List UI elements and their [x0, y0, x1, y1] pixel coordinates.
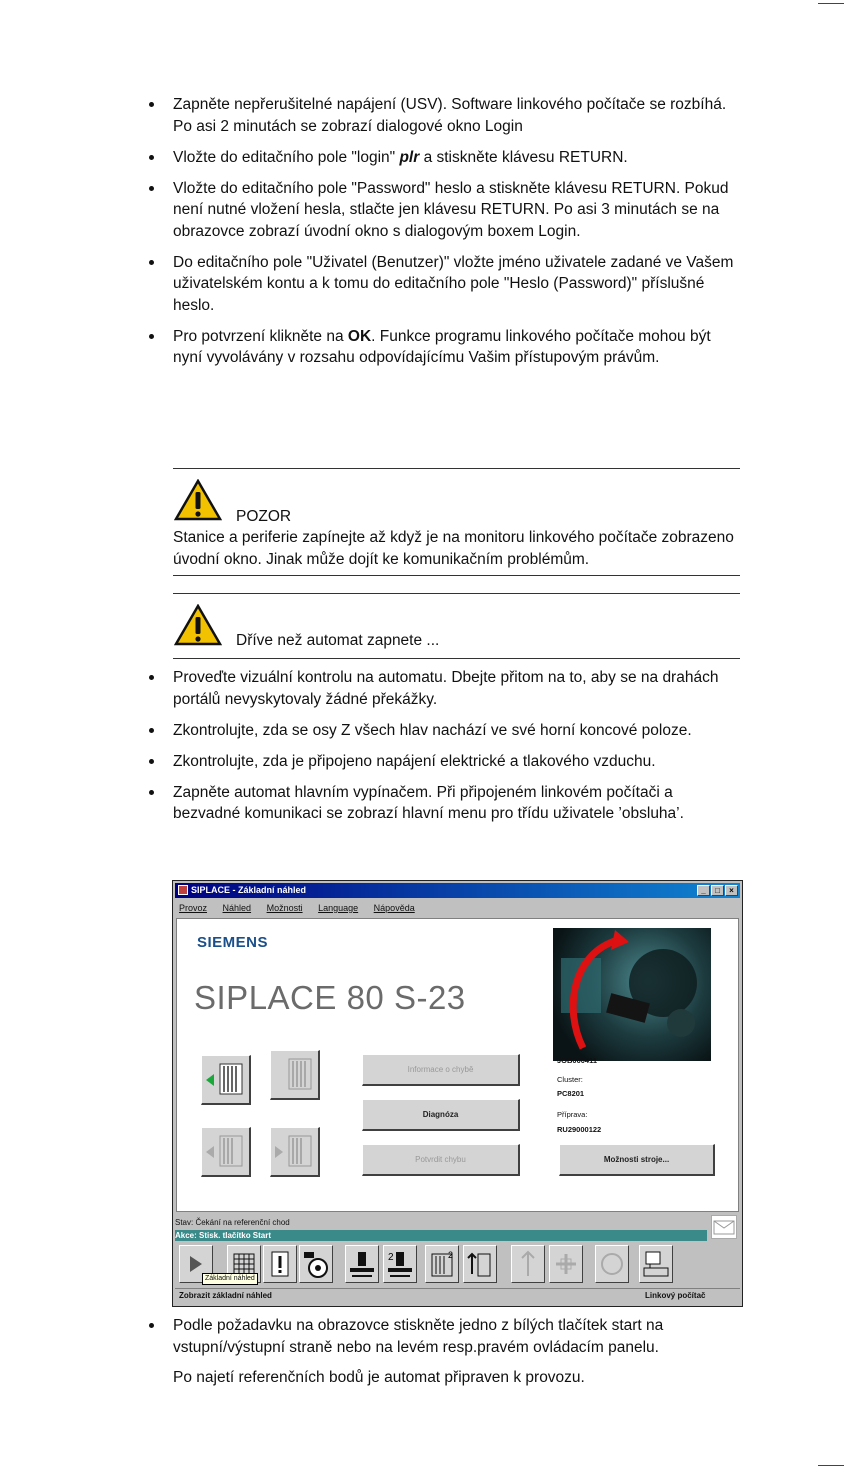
nozzle-icon [426, 1246, 458, 1282]
window-titlebar [175, 883, 740, 898]
error-info-button[interactable]: Informace o chybě [362, 1054, 520, 1086]
disabled-circle-icon [596, 1246, 628, 1282]
page-corner-mark-top [818, 3, 844, 4]
action-line: Akce: Stisk. tlačítko Start [175, 1230, 707, 1241]
bullet-list-bottom [0, 1315, 844, 1368]
warning-rule-top [173, 468, 740, 469]
head-2-tool[interactable] [383, 1245, 417, 1283]
minimize-icon[interactable]: _ [697, 885, 710, 896]
siplace-window-screenshot [172, 880, 743, 1307]
conveyor-icon [202, 1128, 248, 1174]
list-item [0, 94, 743, 137]
computer-icon [640, 1246, 672, 1282]
main-view [176, 918, 739, 1212]
bullet-emphasis: plr [399, 148, 420, 166]
warning2-title: Dříve než automat zapnete ... [236, 632, 440, 649]
bottom-status-left: Zobrazit základní náhled [179, 1291, 272, 1300]
diagnosis-button[interactable]: Diagnóza [362, 1099, 520, 1131]
conveyor-icon [202, 1056, 248, 1102]
warning2-rule-top [173, 593, 740, 594]
list-item [0, 720, 743, 742]
bullet-text: Vložte do editačního pole "Password" heslo a stiskněte klávesu RETURN. Pokud není nutné vložení hesla, stlačte jen klávesu RETURN. Po asi 3 minutách se na obrazovce zobrazí úvodní okno s dialogovým boxem Login. [173, 179, 729, 240]
machine-photo [553, 928, 711, 1061]
menu-language[interactable]: Language [318, 903, 359, 913]
machine-photo-art [553, 928, 711, 1061]
warning-rule-bottom [173, 575, 740, 576]
right-panel-button[interactable] [270, 1127, 320, 1177]
priprava-value: RU29000122 [557, 1125, 602, 1134]
menu-provoz[interactable]: Provoz [179, 903, 208, 913]
window-title: SIPLACE - Základní náhled [191, 885, 307, 895]
menubar [175, 900, 740, 916]
nozzle-tool[interactable] [425, 1245, 459, 1283]
menu-napoveda[interactable]: Nápověda [373, 903, 415, 913]
confirm-error-button[interactable]: Potvrdit chybu [362, 1144, 520, 1176]
bullet-text: Zkontrolujte, zda je připojeno napájení elektrické a tlakového vzduchu. [173, 752, 656, 770]
bullet-text: Zapněte automat hlavním vypínačem. Při připojeném linkovém počítači a bezvadné komunikaci se zobrazí hlavní menu pro třídu uživatele ’obsluha’. [173, 783, 684, 822]
bullet-text: Pro potvrzení klikněte na [173, 327, 348, 345]
conveyor-icon [271, 1051, 317, 1097]
reel-icon [300, 1246, 332, 1282]
bullet-text: . Funkce programu linkového počítače mohou být nyní vyvolávány v rozsahu odpovídajícímu Vašim přístupovým právům. [173, 327, 711, 366]
job-value: JOB000411 [557, 1056, 598, 1065]
transport-tool[interactable] [463, 1245, 497, 1283]
placement-head-icon [346, 1246, 378, 1282]
line-computer-tool[interactable] [639, 1245, 673, 1283]
list-item [0, 178, 743, 243]
list-item [0, 1315, 743, 1358]
disabled-arrows-icon [512, 1246, 544, 1282]
envelope-glyph [712, 1216, 736, 1238]
priprava-label: Příprava: [557, 1110, 588, 1119]
warning2-rule-bottom [173, 658, 740, 659]
cluster-label: Cluster: [557, 1075, 583, 1084]
warning-text: Stanice a periferie zapínejte až když je na monitoru linkového počítače zobrazeno úvodní okno. Jinak může dojít ke komunikačním problémům. [173, 529, 734, 568]
bottom-status-right: Linkový počítač [645, 1291, 706, 1300]
bottom-toolbar [175, 1243, 740, 1288]
machine-title: SIPLACE 80 S-23 [194, 979, 466, 1016]
feeder-tool[interactable] [299, 1245, 333, 1283]
exclamation-icon [264, 1246, 296, 1282]
list-item [0, 667, 743, 710]
status-line: Stav: Čekání na referenční chod [175, 1218, 290, 1227]
tooltip: Základní náhled [202, 1273, 258, 1285]
warning-triangle-icon [174, 604, 222, 646]
conveyor-icon [271, 1128, 317, 1174]
alarm-tool[interactable] [263, 1245, 297, 1283]
bullet-text: Vložte do editačního pole "login" [173, 148, 400, 166]
list-item [0, 751, 743, 773]
list-item [0, 782, 743, 825]
transport-icon [464, 1246, 496, 1282]
bullet-text: Proveďte vizuální kontrolu na automatu. Dbejte přitom na to, aby se na drahách portálů nevyskytovaly žádné překážky. [173, 669, 719, 708]
bullet-text: Zkontrolujte, zda se osy Z všech hlav nachází ve své horní koncové poloze. [173, 721, 692, 739]
menu-nahled[interactable]: Náhled [222, 903, 252, 913]
disabled-tool-3[interactable] [595, 1245, 629, 1283]
placement-head-icon [384, 1246, 416, 1282]
bullet-text: Do editačního pole "Uživatel (Benutzer)" vložte jméno uživatele zadané ve Vašem uživatelském kontu a k tomu do editačního pole "Heslo (Password)" příslušné heslo. [173, 253, 734, 314]
cluster-value: PC8201 [557, 1089, 585, 1098]
disabled-tool-1[interactable] [511, 1245, 545, 1283]
bullet-emphasis: OK [347, 327, 372, 345]
bullet-text: a stiskněte klávesu RETURN. [419, 148, 628, 166]
svg-text:2: 2 [448, 1250, 454, 1260]
envelope-icon[interactable] [711, 1215, 737, 1239]
menu-moznosti[interactable]: Možnosti [266, 903, 303, 913]
left-panel-button[interactable] [201, 1127, 251, 1177]
machine-options-button[interactable]: Možnosti stroje... [559, 1144, 715, 1176]
bullet-text: Zapněte nepřerušitelné napájení (USV). Software linkového počítače se rozbíhá. Po asi 2 minutách se zobrazí dialogové okno Login [173, 96, 727, 135]
list-item [0, 326, 743, 369]
input-side-start-button[interactable] [201, 1055, 251, 1105]
disabled-cross-icon [550, 1246, 582, 1282]
output-side-button[interactable] [270, 1050, 320, 1100]
list-item [0, 147, 743, 169]
head-1-tool[interactable] [345, 1245, 379, 1283]
warning-triangle-icon [174, 479, 222, 521]
app-icon [178, 885, 188, 895]
maximize-icon[interactable]: □ [711, 885, 724, 896]
svg-text:2: 2 [388, 1252, 394, 1263]
bullet-list-top [0, 94, 844, 378]
bottom-statusbar [175, 1288, 740, 1303]
siemens-logo: SIEMENS [197, 934, 269, 951]
disabled-tool-2[interactable] [549, 1245, 583, 1283]
close-icon[interactable]: × [725, 885, 738, 896]
bullet-list-mid [0, 667, 844, 834]
list-item [0, 252, 743, 317]
warning-title: POZOR [236, 508, 292, 525]
bullet-text: Podle požadavku na obrazovce stiskněte jedno z bílých tlačítek start na vstupní/výstupní straně nebo na levém resp.pravém ovládacím panelu. [173, 1317, 664, 1356]
final-paragraph: Po najetí referenčních bodů je automat připraven k provozu. [173, 1369, 585, 1386]
